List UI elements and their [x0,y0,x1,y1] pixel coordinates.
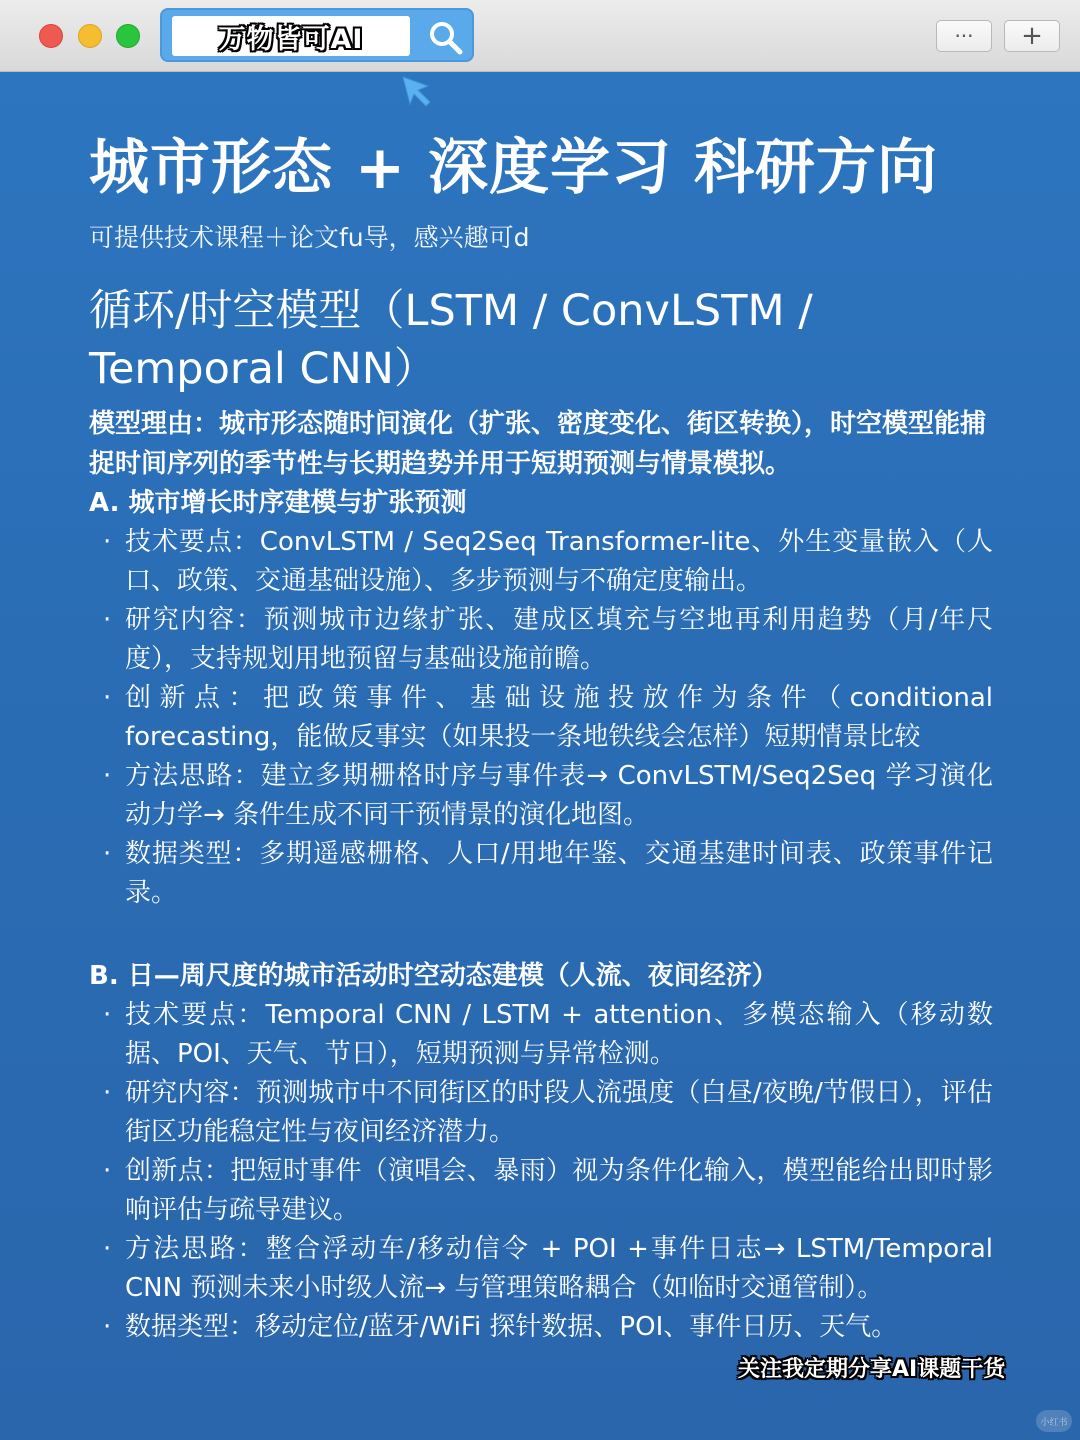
list-item: · 创新点：把政策事件、基础设施投放作为条件（conditional forecasting，能做反事实（如果投一条地铁线会怎样）短期情景比较 [89,679,993,757]
list-item: · 技术要点：Temporal CNN / LSTM + attention、多模态输入（移动数据、POI、天气、节日），短期预测与异常检测。 [89,996,993,1074]
part-a-heading: A. 城市增长时序建模与扩张预测 [89,488,467,518]
search-icon[interactable] [426,18,466,58]
window-titlebar [0,0,1080,72]
list-item: · 研究内容：预测城市中不同街区的时段人流强度（白昼/夜晚/节假日），评估街区功能稳定性与夜间经济潜力。 [89,1074,993,1152]
list-item: · 方法思路：整合浮动车/移动信令 + POI +事件日志→ LSTM/Temporal CNN 预测未来小时级人流→ 与管理策略耦合（如临时交通管制）。 [89,1230,993,1308]
page-title: 城市形态 + 深度学习 科研方向 [89,133,938,203]
search-bar [160,8,474,62]
list-item: · 创新点：把短时事件（演唱会、暴雨）视为条件化输入，模型能给出即时影响评估与疏导建议。 [89,1152,993,1230]
list-item: · 数据类型：多期遥感栅格、人口/用地年鉴、交通基建时间表、政策事件记录。 [89,835,993,913]
cursor-arrow-icon [400,74,434,108]
list-item: · 数据类型：移动定位/蓝牙/WiFi 探针数据、POI、事件日历、天气。 [89,1308,993,1347]
part-b-list [89,996,993,1347]
part-a-list [89,523,993,913]
list-item: · 方法思路：建立多期栅格时序与事件表→ ConvLSTM/Seq2Seq 学习演化动力学→ 条件生成不同干预情景的演化地图。 [89,757,993,835]
list-item: · 技术要点：ConvLSTM / Seq2Seq Transformer-lite、外生变量嵌入（人口、政策、交通基础设施）、多步预测与不确定度输出。 [89,523,993,601]
more-options-button[interactable]: ··· [936,20,992,52]
new-tab-button[interactable]: + [1004,20,1060,52]
zoom-window-button[interactable] [116,24,140,48]
section-title: 循环/时空模型（LSTM / ConvLSTM / Temporal CNN） [89,286,813,394]
article [89,128,993,1347]
search-input[interactable]: 万物皆可AI [172,16,410,56]
model-rationale: 模型理由：城市形态随时间演化（扩张、密度变化、街区转换），时空模型能捕捉时间序列的季节性与长期趋势并用于短期预测与情景模拟。 [89,409,987,479]
watermark: 小红书 [1036,1410,1072,1432]
minimize-window-button[interactable] [78,24,102,48]
part-b-heading: B. 日—周尺度的城市活动时空动态建模（人流、夜间经济） [89,961,778,991]
footer-note: 关注我定期分享AI课题干货 [738,1357,1006,1382]
page-subtitle: 可提供技术课程＋论文fu导，感兴趣可d [89,223,530,252]
close-window-button[interactable] [39,24,63,48]
list-item: · 研究内容：预测城市边缘扩张、建成区填充与空地再利用趋势（月/年尺度），支持规划用地预留与基础设施前瞻。 [89,601,993,679]
